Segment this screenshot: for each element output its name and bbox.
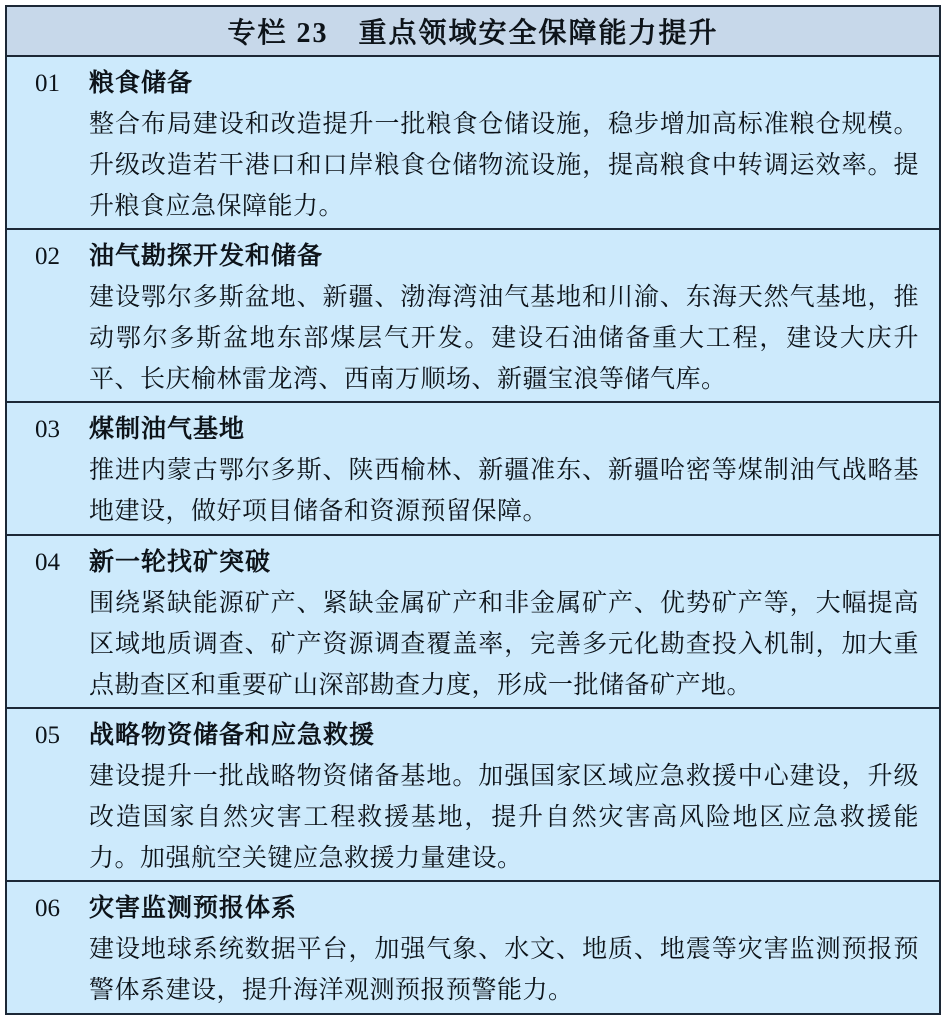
section-title: 战略物资储备和应急救援 [89,722,376,750]
section-grain-reserves [7,55,939,228]
section-number: 03 [35,416,60,444]
section-heading-row [35,236,919,277]
box-title: 专栏 23 重点领域安全保障能力提升 [227,18,719,49]
section-title: 煤制油气基地 [89,416,246,444]
section-heading-row [35,715,919,756]
section-number: 06 [35,895,60,923]
section-strategic-reserves-rescue [7,707,939,880]
section-mineral-prospecting [7,534,939,707]
section-body: 推进内蒙古鄂尔多斯、陕西榆林、新疆准东、新疆哈密等煤制油气战略基地建设，做好项目储备和资源预留保障。 [89,457,919,526]
section-heading-row [35,409,919,450]
section-body: 围绕紧缺能源矿产、紧缺金属矿产和非金属矿产、优势矿产等，大幅提高区域地质调查、矿产资源调查覆盖率，完善多元化勘查投入机制，加大重点勘查区和重要矿山深部勘查力度，形成一批储备矿产地。 [89,590,919,699]
section-heading-row [35,63,919,104]
section-oil-gas-exploration [7,228,939,401]
section-title: 粮食储备 [89,70,194,97]
column-box [5,5,941,1015]
section-coal-to-oil-gas-bases [7,401,939,534]
section-number: 04 [35,549,60,576]
section-heading-row [35,542,919,583]
section-body: 整合布局建设和改造提升一批粮食仓储设施，稳步增加高标准粮仓规模。升级改造若干港口和口岸粮食仓储物流设施，提高粮食中转调运效率。提升粮食应急保障能力。 [89,111,919,220]
section-number: 02 [35,243,60,271]
section-body: 建设地球系统数据平台，加强气象、水文、地质、地震等灾害监测预报预警体系建设，提升海洋观测预报预警能力。 [89,936,919,1005]
section-number: 05 [35,722,60,750]
section-disaster-monitoring [7,880,939,1013]
section-number: 01 [35,70,60,97]
box-header [7,7,939,55]
section-body: 建设鄂尔多斯盆地、新疆、渤海湾油气基地和川渝、东海天然气基地，推动鄂尔多斯盆地东部煤层气开发。建设石油储备重大工程，建设大庆升平、长庆榆林雷龙湾、西南万顺场、新疆宝浪等储气库。 [89,284,919,394]
section-title: 新一轮找矿突破 [89,549,272,576]
section-title: 油气勘探开发和储备 [89,243,324,271]
section-body: 建设提升一批战略物资储备基地。加强国家区域应急救援中心建设，升级改造国家自然灾害工程救援基地，提升自然灾害高风险地区应急救援能力。加强航空关键应急救援力量建设。 [89,763,919,873]
section-title: 灾害监测预报体系 [89,895,298,923]
section-heading-row [35,888,919,929]
